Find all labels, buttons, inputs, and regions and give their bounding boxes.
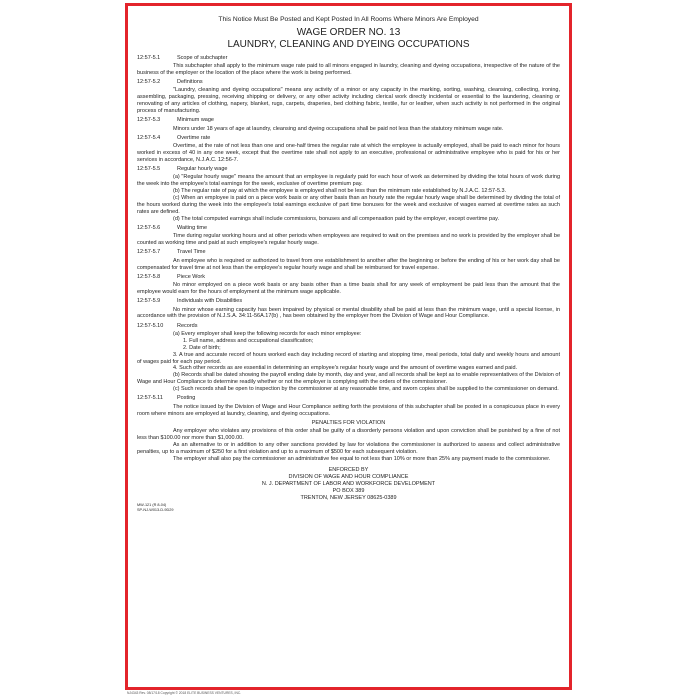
section-12-57-5-11 — [137, 395, 560, 417]
section-paragraph: Minors under 18 years of age at laundry, cleansing and dyeing occupations shall be paid not less than the statutory minimum wage rate. — [173, 125, 504, 132]
form-numbers — [137, 503, 560, 512]
section-number: 12:57-5.7 — [137, 249, 161, 256]
section-title: Minimum wage — [177, 117, 214, 124]
section-paragraph: (c) Such records shall be open to inspection by the commissioner at any reasonable time, and sworn copies shall be supplied to the commissioner on demand. — [173, 386, 559, 393]
section-12-57-5-1 — [137, 55, 560, 77]
section-heading — [137, 166, 560, 173]
section-heading — [137, 225, 560, 232]
section-heading — [137, 55, 560, 62]
section-12-57-5-3 — [137, 117, 560, 132]
section-12-57-5-7 — [137, 249, 560, 271]
posting-notice: This Notice Must Be Posted and Kept Posted In All Rooms Where Minors Are Employed — [218, 16, 479, 23]
document-title: WAGE ORDER NO. 13 — [296, 27, 401, 38]
section-paragraph: (b) Records shall be dated showing the payroll ending date by month, day and year, and all records shall be kept as to enable representatives of the Division of Wage and Hour Compliance to determine readily whether or not the employer is complying with the orders of the commissioner. — [137, 372, 560, 386]
section-title: Individuals with Disabilities — [177, 298, 243, 305]
copyright-footer: NJ4343 Rev. 08/17/18 Copyright © 2018 ELITE BUSINESS VENTURES, INC. — [127, 691, 242, 695]
section-paragraph: (c) When an employee is paid on a piece work basis or any other basis than an hourly rate the regular hourly wage shall be determined by dividing the total of the hours worked during the week into the employee's total earnings exclusive of part time bonuses for the week and exclusive of wages earned at overtime rates as such rates are defined. — [137, 195, 560, 215]
section-number: 12:57-5.6 — [137, 224, 161, 231]
section-paragraph: Time during regular working hours and at other periods when employees are required to wait on the premises and no work is provided by the employer shall be counted as working time and paid at such employee's regular hourly wage. — [137, 233, 560, 247]
section-12-57-5-4 — [137, 135, 560, 164]
section-heading — [137, 117, 560, 124]
section-paragraph: Overtime, at the rate of not less than one and one-half times the regular rate at which the employee is actually employed, shall be paid to each minor for hours worked in excess of 40 in any one week, except that the overtime rate shall not apply to an executive, professional or administrative employee who is paid for his or her services in accordance, N.J.A.C. 12:56-7. — [137, 143, 560, 163]
section-number: 12:57-5.3 — [137, 117, 161, 124]
section-heading — [137, 79, 560, 86]
document-subtitle: LAUNDRY, CLEANING AND DYEING OCCUPATIONS — [227, 38, 470, 50]
section-heading — [137, 274, 560, 281]
section-number: 12:57-5.10 — [137, 322, 164, 329]
enforced-heading: ENFORCED BY — [328, 466, 369, 473]
section-title: Travel Time — [177, 249, 206, 256]
section-paragraph: No minor employed on a piece work basis or any basis other than a time basis shall for any week of employment be paid less than the amount that the employee would earn for the hours of employment at the minimum wage applicable. — [137, 282, 560, 295]
record-list-item: 1. Full name, address and occupational classification; — [183, 337, 314, 344]
section-title: Posting — [177, 395, 196, 402]
section-number: 12:57-5.5 — [137, 165, 161, 172]
section-paragraph: No minor whose earning capacity has been impaired by physical or mental disability shall be paid at less than the minimum wage, until a special license, in accordance with the provision of N.J.S.A. 34:11-56A.17(b) , has been obtained by the employer from the Division of Wage and Hour Compliance. — [137, 306, 560, 320]
enforced-line: N. J. DEPARTMENT OF LABOR AND WORKFORCE DEVELOPMENT — [261, 480, 436, 487]
sections — [137, 55, 560, 418]
record-list-item: 2. Date of birth; — [183, 344, 221, 351]
form-number: MW-121 (R 8-04) — [137, 503, 167, 508]
section-title: Records — [177, 322, 198, 329]
penalty-paragraph: As an alternative to or in addition to any other sanctions provided by law for violations the commissioner is authorized to assess and collect administrative penalties, up to a maximum of $250 for a first violation and up to a maximum of $500 for each subsequent violation. — [137, 442, 560, 456]
section-paragraph: 3. A true and accurate record of hours worked each day including record of starting and stopping time, meal periods, total daily and weekly hours and amount of wages paid for each pay period. — [137, 351, 560, 365]
wage-order-document — [137, 15, 560, 513]
penalty-paragraph: Any employer who violates any provisions of this order shall be guilty of a disorderly persons violation and upon conviction shall be punished by a fine of not less than $100.00 nor more than $1,000.00. — [137, 428, 560, 442]
section-paragraph: (b) The regular rate of pay at which the employee is employed shall not be less than the minimum rate established by N.J.A.C. 12:57-5.3. — [173, 188, 507, 195]
enforced-line: TRENTON, NEW JERSEY 08625-0389 — [300, 494, 397, 501]
poster-frame — [125, 3, 572, 690]
enforced-by-block — [137, 467, 560, 502]
section-number: 12:57-5.9 — [137, 298, 161, 305]
section-number: 12:57-5.2 — [137, 78, 161, 85]
section-number: 12:57-5.1 — [137, 54, 161, 61]
form-number: SP-NJ-W013-D-9D29 — [137, 508, 174, 513]
section-number: 12:57-5.4 — [137, 134, 161, 141]
section-paragraph: This subchapter shall apply to the minimum wage rate paid to all minors engaged in laundry, cleaning and dyeing occupations, irrespective of the nature of the business of the employer or the location of the place where the work is being performed. — [137, 62, 560, 76]
section-paragraph: (a) Every employer shall keep the following records for each minor employee: — [173, 330, 362, 337]
section-paragraph: (d) The total computed earnings shall include commissions, bonuses and all compensation paid by the employer, except overtime pay. — [173, 215, 500, 222]
section-12-57-5-10 — [137, 323, 560, 394]
section-heading — [137, 323, 560, 330]
section-number: 12:57-5.11 — [137, 395, 163, 402]
section-paragraph: (a) "Regular hourly wage" means the amount that an employee is regularly paid for each hour of work as determined by dividing the total hours of work during the week into the employee's total earnings for the week, exclusive of overtime premium pay. — [137, 174, 560, 188]
enforced-line: PO BOX 389 — [332, 487, 365, 494]
section-title: Scope of subchapter — [177, 54, 228, 61]
section-paragraph: 4. Such other records as are essential in determining an employee's regular hourly wage and the amount of overtime wages earned and paid. — [173, 365, 518, 372]
section-paragraph: An employee who is required or authorized to travel from one establishment to another after the beginning or before the ending of his or her work day shall be compensated for travel time at not less than the employee's regular hourly wage and shall be reimbursed for travel expense. — [137, 257, 560, 271]
section-paragraph: "Laundry, cleaning and dyeing occupations" means any activity of a minor or any capacity in the marking, sorting, washing, cleansing, collecting, ironing, assembling, packaging, pressing, receiving shipping or delivery, or any other activity including clerical work directly incidental or essential to the laundering, cleaning or renovating of any articles of clothing, napery, blanket, rugs, carpets, draperies, bed clothing fabric, textile, fur or leather, when such activity is not performed in the original process of manufacturing. — [137, 87, 560, 115]
section-title: Regular hourly wage — [177, 165, 228, 172]
section-title: Overtime rate — [177, 134, 211, 141]
section-title: Waiting time — [177, 224, 208, 231]
section-12-57-5-8 — [137, 274, 560, 296]
section-heading — [137, 395, 560, 402]
section-heading — [137, 135, 560, 142]
penalties-heading: PENALTIES FOR VIOLATION — [311, 419, 386, 426]
penalties-text — [137, 428, 560, 463]
penalty-paragraph: The employer shall also pay the commissioner an administrative fee equal to not less than 10% or more than 25% any payment made to the commissioner. — [173, 456, 551, 462]
section-12-57-5-6 — [137, 225, 560, 247]
section-title: Definitions — [177, 78, 203, 85]
section-paragraph: The notice issued by the Division of Wage and Hour Compliance setting forth the provisions of this subchapter shall be posted in a conspicuous place in every room where minors are employed at laundry, cleaning, and dyeing occupations. — [137, 403, 560, 417]
section-heading — [137, 298, 560, 305]
enforced-line: DIVISION OF WAGE AND HOUR COMPLIANCE — [288, 473, 409, 480]
section-heading — [137, 249, 560, 256]
section-title: Piece Work — [177, 273, 206, 280]
section-12-57-5-2 — [137, 79, 560, 115]
section-12-57-5-9 — [137, 298, 560, 320]
section-number: 12:57-5.8 — [137, 273, 161, 280]
section-12-57-5-5 — [137, 166, 560, 223]
